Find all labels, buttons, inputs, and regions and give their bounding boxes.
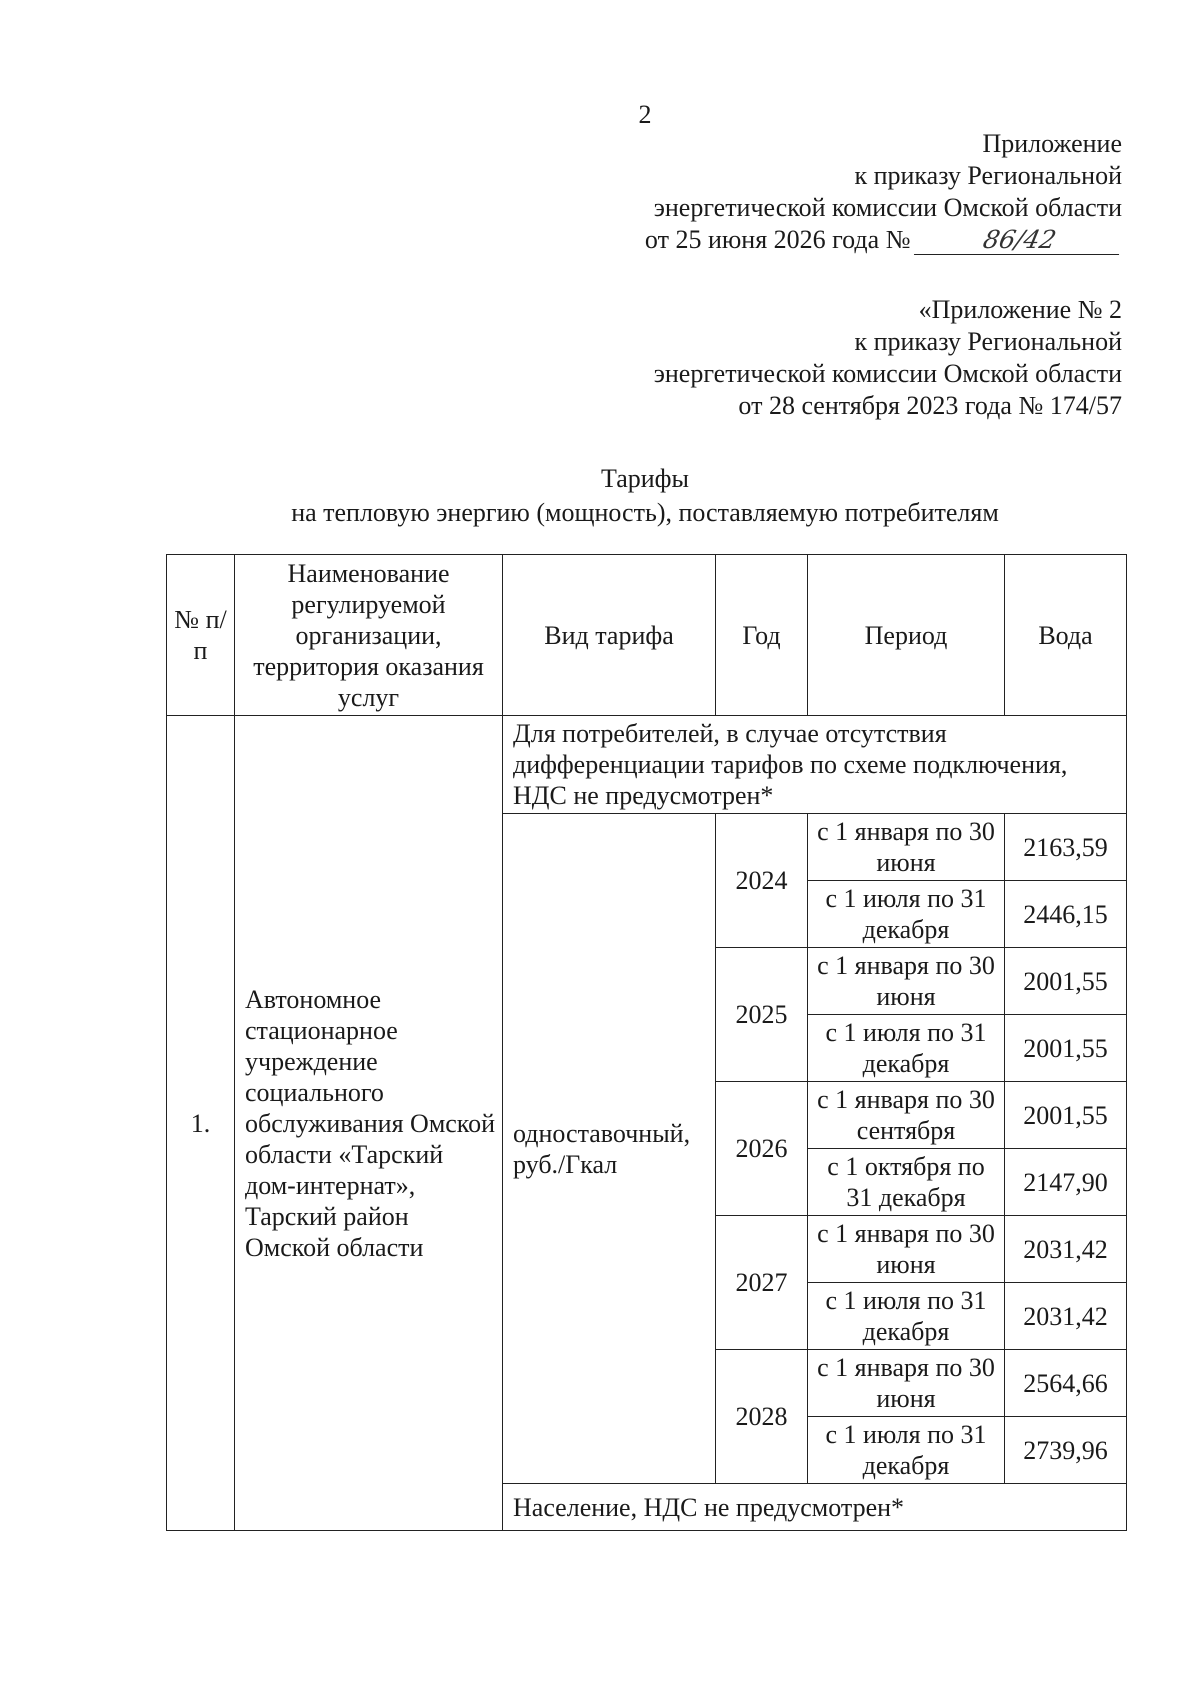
- appendix-original-header: [654, 294, 1122, 422]
- water-value: 2001,55: [1005, 1082, 1127, 1149]
- water-value: 2739,96: [1005, 1417, 1127, 1484]
- water-value: 2001,55: [1005, 948, 1127, 1015]
- header-organization: Наименование регулируемой организации, территория оказания услуг: [235, 555, 503, 716]
- header-num: № п/п: [167, 555, 235, 716]
- water-value: 2564,66: [1005, 1350, 1127, 1417]
- header-tariff-type: Вид тарифа: [503, 555, 716, 716]
- original-appendix-date: от 28 сентября 2023 года № 174/57: [738, 391, 1122, 420]
- period-cell: с 1 июля по 31 декабря: [808, 1015, 1005, 1082]
- table-row-subheader-consumers: [167, 716, 1127, 814]
- appendix-current-header: [645, 128, 1122, 256]
- tariff-table: [166, 554, 1127, 1531]
- appendix-date-line: [645, 224, 1122, 256]
- consumers-subheader: Для потребителей, в случае отсутствия дифференциации тарифов по схеме подключения, НДС не предусмотрен*: [503, 716, 1127, 814]
- row-number: 1.: [167, 716, 235, 1531]
- year-cell: 2028: [716, 1350, 808, 1484]
- appendix-order-ref: к приказу Региональной: [854, 161, 1122, 190]
- page-number: 2: [638, 100, 652, 129]
- year-cell: 2026: [716, 1082, 808, 1216]
- water-value: 2031,42: [1005, 1216, 1127, 1283]
- period-cell: с 1 октября по 31 декабря: [808, 1149, 1005, 1216]
- period-cell: с 1 января по 30 июня: [808, 948, 1005, 1015]
- header-water: Вода: [1005, 555, 1127, 716]
- period-cell: с 1 июля по 31 декабря: [808, 1283, 1005, 1350]
- original-appendix-title: «Приложение № 2: [918, 295, 1122, 324]
- period-cell: с 1 января по 30 июня: [808, 1350, 1005, 1417]
- water-value: 2147,90: [1005, 1149, 1127, 1216]
- header-year: Год: [716, 555, 808, 716]
- period-cell: с 1 января по 30 июня: [808, 814, 1005, 881]
- period-cell: с 1 июля по 31 декабря: [808, 881, 1005, 948]
- title-main: Тарифы: [600, 464, 689, 493]
- appendix-commission: энергетической комиссии Омской области: [653, 193, 1122, 222]
- appendix-title: Приложение: [982, 129, 1122, 158]
- period-cell: с 1 января по 30 сентября: [808, 1082, 1005, 1149]
- title-subtitle: на тепловую энергию (мощность), поставляемую потребителям: [291, 498, 999, 527]
- appendix-date: от 25 июня 2026 года №: [644, 225, 911, 254]
- original-appendix-commission: энергетической комиссии Омской области: [653, 359, 1122, 388]
- water-value: 2001,55: [1005, 1015, 1127, 1082]
- table-header-row: [167, 555, 1127, 716]
- water-value: 2031,42: [1005, 1283, 1127, 1350]
- document-title: [0, 462, 1200, 530]
- period-cell: с 1 июля по 31 декабря: [808, 1417, 1005, 1484]
- period-cell: с 1 января по 30 июня: [808, 1216, 1005, 1283]
- year-cell: 2027: [716, 1216, 808, 1350]
- tariff-type: одноставочный, руб./Гкал: [503, 814, 716, 1484]
- original-appendix-order-ref: к приказу Региональной: [854, 327, 1122, 356]
- year-cell: 2024: [716, 814, 808, 948]
- water-value: 2163,59: [1005, 814, 1127, 881]
- handwritten-order-number: 86/42: [914, 226, 1125, 255]
- water-value: 2446,15: [1005, 881, 1127, 948]
- population-subheader: Население, НДС не предусмотрен*: [503, 1484, 1127, 1531]
- year-cell: 2025: [716, 948, 808, 1082]
- header-period: Период: [808, 555, 1005, 716]
- organization-name: Автономное стационарное учреждение социального обслуживания Омской области «Тарский дом-интернат», Тарский район Омской области: [235, 716, 503, 1531]
